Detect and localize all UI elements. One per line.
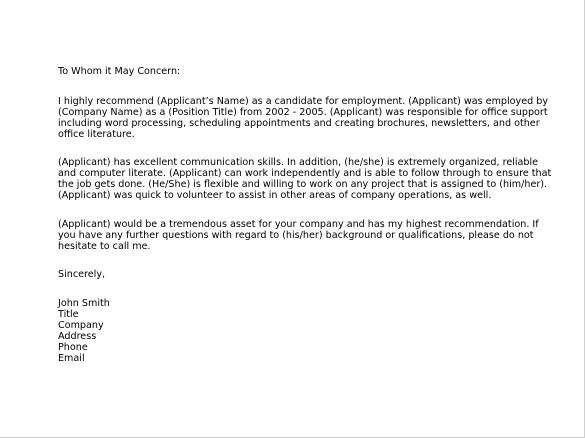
salutation: To Whom it May Concern: bbox=[58, 66, 181, 77]
signature-email: Email bbox=[58, 353, 85, 364]
paragraph-line: the job gets done. (He/She) is flexible and willing to work on any project that is assigned to (him/her). bbox=[58, 179, 548, 190]
paragraph-line: (Applicant) was quick to volunteer to assist in other areas of company operations, as well. bbox=[58, 190, 492, 201]
signature-phone: Phone bbox=[58, 342, 88, 353]
signature-address: Address bbox=[58, 331, 97, 342]
closing: Sincerely, bbox=[58, 269, 106, 280]
paragraph-line: (Company Name) as a (Position Title) from 2002 - 2005. (Applicant) was responsible for office support bbox=[58, 107, 548, 118]
signature-name: John Smith bbox=[58, 298, 110, 309]
paragraph-line: (Applicant) has excellent communication skills. In addition, (he/she) is extremely organized, reliable bbox=[58, 157, 539, 168]
paragraph-line: and computer literate. (Applicant) can work independently and is able to follow through to ensure that bbox=[58, 168, 552, 179]
paragraph-line: including word processing, scheduling appointments and creating brochures, newsletters, and other bbox=[58, 118, 540, 129]
paragraph-line: office literature. bbox=[58, 129, 135, 140]
signature-company: Company bbox=[58, 320, 104, 331]
paragraph-line: (Applicant) would be a tremendous asset for your company and has my highest recommendation. If bbox=[58, 219, 539, 230]
paragraph-line: hesitate to call me. bbox=[58, 241, 151, 252]
paragraph-line: I highly recommend (Applicant’s Name) as a candidate for employment. (Applicant) was employed by bbox=[58, 96, 549, 107]
signature-title: Title bbox=[58, 309, 79, 320]
paragraph-line: you have any further questions with regard to (his/her) background or qualifications, please do not bbox=[58, 230, 534, 241]
